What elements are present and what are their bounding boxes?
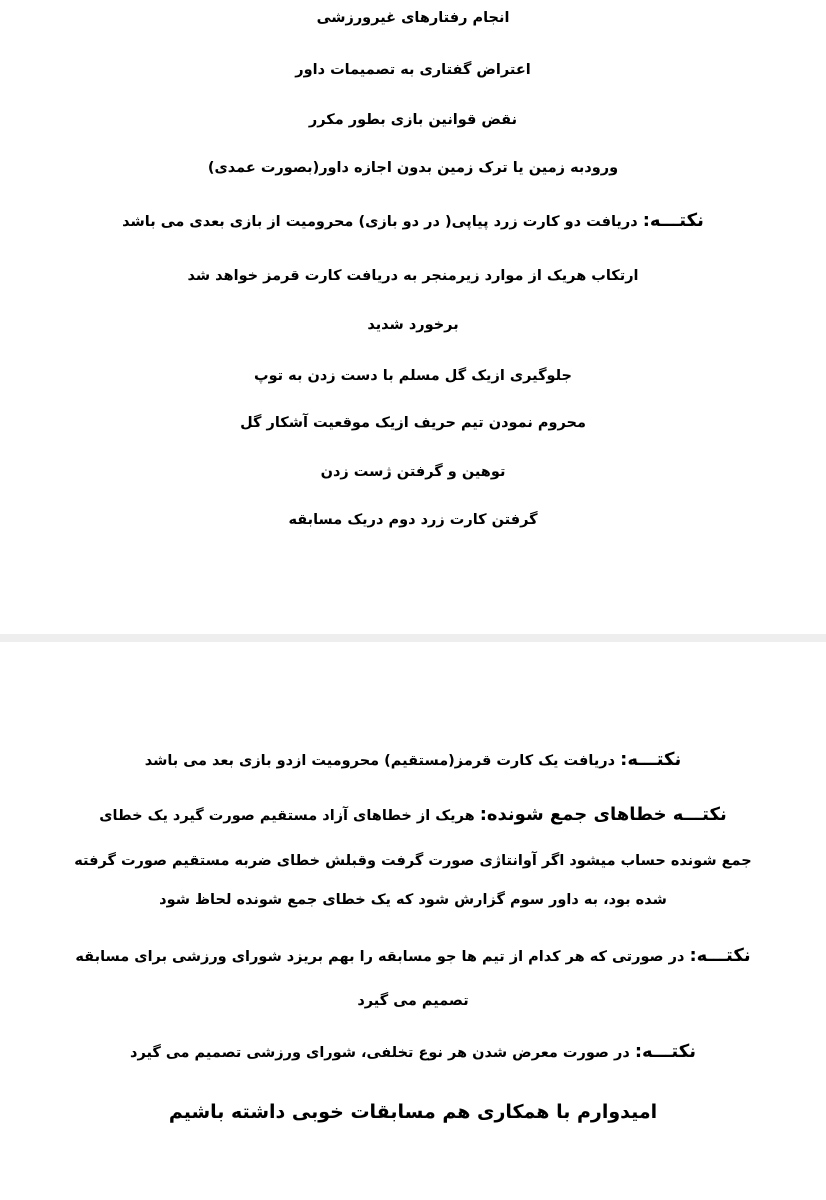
- red-card-intro: ارتکاب هریک از موارد زیرمنجر به دریافت کارت قرمز خواهد شد: [187, 268, 639, 284]
- note-two-yellow-cards: [0, 211, 826, 232]
- note-label: نکتـــه:: [634, 1041, 696, 1062]
- note-text: در صورت معرض شدن هر نوع تخلفی، شورای ورزشی تصمیم می گیرد: [130, 1045, 635, 1061]
- note-violation: [0, 1042, 826, 1063]
- note-label: نکتـــه خطاهای جمع شونده:: [479, 804, 727, 825]
- red-card-item-denying-chance: محروم نمودن تیم حریف ازیک موقعیت آشکار گل: [240, 415, 586, 431]
- note-text: هریک از خطاهای آزاد مستقیم صورت گیرد یک خطای: [99, 808, 480, 824]
- note-direct-red-card: [0, 750, 826, 771]
- red-card-item-second-yellow: گرفتن کارت زرد دوم دریک مسابقه: [288, 512, 538, 528]
- document-page-2: [0, 642, 826, 1200]
- misconduct-item-unsporting: انجام رفتارهای غیرورزشی: [316, 10, 510, 26]
- note-text: در صورتی که هر کدام از تیم ها جو مسابقه را بهم بریزد شورای ورزشی برای مسابقه: [75, 949, 690, 965]
- note-accumulated-fouls-line2: جمع شونده حساب میشود اگر آوانتاژی صورت گرفت وقبلش خطای ضربه مستقیم صورت گرفته: [74, 853, 752, 869]
- note-team-disruption-line1: [0, 946, 826, 967]
- note-label: نکتـــه:: [689, 945, 751, 966]
- page-separator: [0, 634, 826, 642]
- note-accumulated-fouls-line3: شده بود، به داور سوم گزارش شود که یک خطای جمع شونده لحاظ شود: [159, 892, 667, 908]
- note-accumulated-fouls-line1: [0, 805, 826, 826]
- note-label: نکتـــه:: [620, 749, 682, 770]
- red-card-item-serious-foul: برخورد شدید: [367, 317, 459, 333]
- closing-message: امیدوارم با همکاری هم مسابقات خوبی داشته باشیم: [168, 1101, 658, 1123]
- misconduct-item-repeated-infringement: نقض قوانین بازی بطور مکرر: [308, 112, 518, 128]
- red-card-item-handball-goal: جلوگیری ازیک گل مسلم با دست زدن به توپ: [254, 368, 572, 384]
- misconduct-item-enter-leave-field: ورودبه زمین یا ترک زمین بدون اجازه داور(بصورت عمدی): [207, 160, 619, 176]
- note-label: نکتـــه:: [642, 210, 704, 231]
- note-team-disruption-line2: تصمیم می گیرد: [357, 993, 469, 1009]
- red-card-item-insult-gesture: توهین و گرفتن ژست زدن: [320, 464, 506, 480]
- misconduct-item-verbal-protest: اعتراض گفتاری به تصمیمات داور: [295, 62, 531, 78]
- note-text: دریافت دو کارت زرد پیاپی( در دو بازی) محرومیت از بازی بعدی می باشد: [122, 214, 643, 230]
- note-text: دریافت یک کارت قرمز(مستقیم) محرومیت ازدو بازی بعد می باشد: [144, 753, 621, 769]
